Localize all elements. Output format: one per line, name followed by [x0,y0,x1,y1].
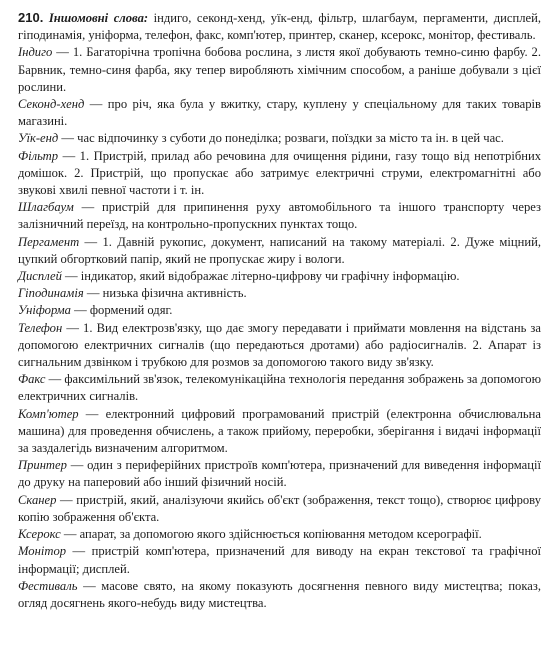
entry-definition: — час відпочинку з суботи до понеділка; розваги, поїздки за місто та ін. в цей час. [58,131,504,146]
definition-entry [18,148,541,200]
entry-term: Фільтр [18,148,59,163]
definition-entry [18,543,541,577]
entry-term: Монітор [18,544,67,559]
definition-entry [18,96,541,130]
entry-term: Гіподинамія [18,286,84,301]
entry-definition: — 1. Вид електрозв'язку, що дає змогу передавати і приймати мовлення на відстань за допомогою електричних сигналів (що передаються дротами) або радіосигналів. 2. Апарат із сигнальним дзвінком і трубкою для розмов за допомогою такого виду зв'язку. [18,320,541,370]
definition-entry [18,285,541,302]
entry-definition: — пристрій для припинення руху автомобільного та іншого транспорту через залізничний переїзд, на контрольно-пропускних пунктах тощо. [18,200,541,232]
entry-definition: — формений одяг. [70,303,173,318]
entry-term: Телефон [18,320,63,335]
definition-entry [18,578,541,612]
definition-entry [18,457,541,491]
entry-definition: — апарат, за допомогою якого здійснюється копіювання методом ксерографії. [60,527,482,542]
entry-term: Принтер [18,458,67,473]
definition-entry [18,320,541,372]
entry-term: Пергамент [18,234,80,249]
entry-definition: — один з периферійних пристроїв комп'ютера, призначений для виведення інформації до друку на паперовий або інший фізичний носій. [18,458,541,490]
entry-definition: — про річ, яка була у вжитку, стару, куплену у спеціальному для таких товарів магазині. [18,97,541,129]
definition-entry [18,44,541,96]
entry-term: Шлагбаум [18,200,74,215]
definition-entry [18,268,541,285]
entry-definition: — масове свято, на якому показують досягнення певного виду мистецтва; показ, огляд досягнень якого-небудь виду мистецтва. [18,578,541,610]
entry-term: Фестиваль [18,578,78,593]
entry-term: Індиго [18,45,53,60]
entry-definition: — 1. Давній рукопис, документ, написаний на такому матеріалі. 2. Дуже міцний, цупкий обгортковий папір, який не пропускає жиру і вологи. [18,234,541,266]
exercise-number: 210. [18,10,44,25]
entry-term: Уїк-енд [18,131,59,146]
entry-definition: — електронний цифровий програмований пристрій (електронна обчислювальна машина) для проведення обчислень, а також прийому, переробки, зберігання і видачі інформації за заздалегідь визначеним алгоритмом. [18,406,541,456]
entry-term: Секонд-хенд [18,97,85,112]
definition-entry [18,492,541,526]
entry-term: Уніформа [18,303,71,318]
entry-definition: — 1. Пристрій, прилад або речовина для очищення рідини, газу тощо від непотрібних домішок. 2. Пристрій, що пропускає або затримує електричні струми, електромагнітні або звукові хвилі певної частоти і т. ін. [18,148,541,198]
entry-term: Дисплей [18,269,62,284]
definition-entry [18,406,541,458]
definition-entry [18,199,541,233]
exercise-word-list: індиго, секонд-хенд, уїк-енд, фільтр, шлагбаум, пергаменти, дисплей, гіподинамія, уніформа, телефон, факс, комп'ютер, принтер, сканер, ксерокс, монітор, фестиваль. [18,11,542,43]
entry-definition: — пристрій, який, аналізуючи якийсь об'єкт (зображення, текст тощо), створює цифрову копію зображення об'єкта. [18,492,541,524]
definition-entry [18,130,541,147]
entry-term: Ксерокс [18,527,61,542]
entry-term: Комп'ютер [18,406,79,421]
definition-entry [18,526,541,543]
entry-definition: — пристрій комп'ютера, призначений для виводу на екран текстової та графічної інформації; дисплей. [18,544,541,576]
entry-definition: — індикатор, який відображає літерно-цифрову чи графічну інформацію. [61,269,460,284]
definition-entry [18,302,541,319]
entry-definition: — факсимільний зв'язок, телекомунікаційна технологія передання зображень за допомогою електричних сигналів. [18,372,541,404]
entry-term: Сканер [18,492,57,507]
definition-entry [18,371,541,405]
entry-definition: — низька фізична активність. [83,286,247,301]
entry-term: Факс [18,372,46,387]
exercise-header [18,9,541,44]
exercise-intro: Іншомовні слова: [48,11,149,25]
definition-entry [18,234,541,268]
entry-definition: — 1. Багаторічна тропічна бобова рослина, з листя якої добувають темно-синю фарбу. 2. Барвник, темно-синя фарба, яку тепер виробляють хімічним способом, а раніше добували з цієї рослини. [18,45,541,94]
